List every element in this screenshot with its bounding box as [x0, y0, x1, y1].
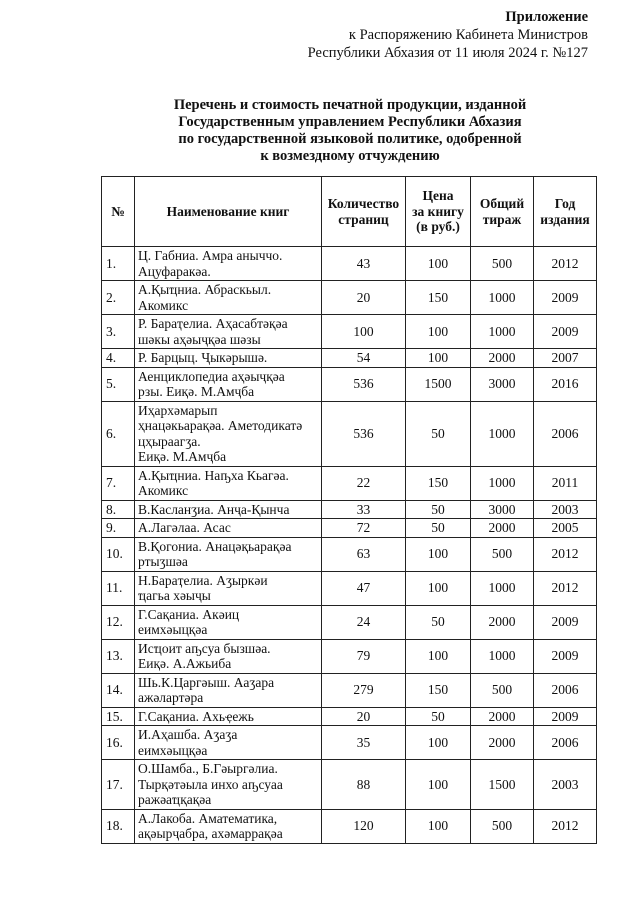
book-title-line: ҳнацәкьарақәа. Аметодикатә: [138, 418, 303, 433]
year-cell: 2007: [534, 349, 597, 368]
document-title-line-3: по государственной языковой политике, одобренной: [178, 131, 522, 147]
print-run-cell: 2000: [471, 519, 534, 538]
print-run-cell: 3000: [471, 500, 534, 519]
book-title-line: еимхәыцқәа: [138, 622, 208, 637]
price-cell: 100: [406, 639, 471, 673]
book-title-line: Р. Барцыц. Ҷыкәрышә.: [138, 350, 268, 365]
book-title-cell: [135, 537, 322, 571]
row-number-cell: 1.: [102, 247, 135, 281]
print-run-cell: 1000: [471, 466, 534, 500]
price-cell: 100: [406, 726, 471, 760]
print-run-cell: 1000: [471, 401, 534, 466]
price-cell: 100: [406, 571, 471, 605]
book-title-line: Тырқәтәыла инхо аҧсуаа: [138, 776, 283, 792]
year-cell: 2009: [534, 315, 597, 349]
pages-cell: 120: [322, 809, 406, 843]
table-row: [102, 571, 597, 605]
book-title-cell: [135, 707, 322, 726]
year-cell: 2012: [534, 571, 597, 605]
pages-cell: 20: [322, 281, 406, 315]
row-number-cell: 13.: [102, 639, 135, 673]
header-pages-line-2: страниц: [338, 211, 389, 227]
year-cell: 2006: [534, 673, 597, 707]
book-title-cell: [135, 726, 322, 760]
pages-cell: 22: [322, 466, 406, 500]
price-cell: 150: [406, 673, 471, 707]
pages-cell: 24: [322, 605, 406, 639]
year-cell: 2012: [534, 537, 597, 571]
book-title-line: Ацуфаракәа.: [138, 263, 211, 279]
book-title-cell: [135, 760, 322, 810]
book-title-line: ражәаҵқақәа: [138, 792, 212, 807]
table-header-row: [102, 177, 597, 247]
book-title-cell: [135, 349, 322, 368]
book-title-line: А.Лагәлаа. Асас: [138, 520, 231, 535]
table-row: [102, 760, 597, 810]
pages-cell: 43: [322, 247, 406, 281]
pages-cell: 72: [322, 519, 406, 538]
pages-cell: 88: [322, 760, 406, 810]
print-run-cell: 1000: [471, 571, 534, 605]
print-run-cell: 2000: [471, 349, 534, 368]
print-run-cell: 2000: [471, 726, 534, 760]
book-title-line: Р. Бараҭелиа. Аҳасабтәқәа: [138, 316, 288, 331]
book-title-line: ақәырҷабра, ахәмаррақәа: [138, 826, 283, 841]
book-title-line: Н.Бараҭелиа. Аӡыркәи: [138, 572, 268, 588]
row-number-cell: 9.: [102, 519, 135, 538]
price-cell: 50: [406, 519, 471, 538]
header-price-line-3: (в руб.): [416, 219, 460, 235]
book-title-line: Аенциклопедиа аҳәыҷқәа: [138, 368, 285, 384]
book-title-cell: [135, 605, 322, 639]
book-title-cell: [135, 673, 322, 707]
print-run-cell: 3000: [471, 367, 534, 401]
document-title-line-1: Перечень и стоимость печатной продукции, изданной: [173, 97, 527, 113]
year-cell: 2009: [534, 707, 597, 726]
year-cell: 2003: [534, 500, 597, 519]
price-cell: 150: [406, 466, 471, 500]
header-price-line-1: Цена: [422, 188, 454, 204]
pages-cell: 47: [322, 571, 406, 605]
pages-cell: 536: [322, 367, 406, 401]
table-row: [102, 809, 597, 843]
table-row: [102, 639, 597, 673]
book-title-line: А.Лакоба. Аматематика,: [138, 810, 278, 826]
row-number-cell: 3.: [102, 315, 135, 349]
price-cell: 100: [406, 537, 471, 571]
book-title-cell: [135, 367, 322, 401]
table-row: [102, 605, 597, 639]
year-cell: 2012: [534, 247, 597, 281]
pages-cell: 63: [322, 537, 406, 571]
book-title-cell: [135, 500, 322, 519]
book-title-line: Иҳархәмарып: [138, 402, 218, 418]
books-table: [101, 176, 597, 844]
year-cell: 2003: [534, 760, 597, 810]
book-title-line: Ц. Габниа. Амра аныччо.: [138, 248, 283, 263]
book-title-line: Акомикс: [138, 483, 189, 498]
book-title-cell: [135, 401, 322, 466]
header-num: №: [102, 177, 135, 247]
book-title-cell: [135, 571, 322, 605]
header-run-line-2: тираж: [482, 211, 522, 227]
print-run-cell: 500: [471, 247, 534, 281]
table-body: [102, 247, 597, 844]
header-pages: [322, 177, 406, 247]
book-title-line: Г.Сақаниа. Акәиц: [138, 606, 240, 622]
row-number-cell: 15.: [102, 707, 135, 726]
header-pages-line-1: Количество: [327, 196, 400, 211]
book-title-line: Исҵоит аҧсуа бызшәа.: [138, 640, 271, 656]
document-title-line-4: к возмездному отчуждению: [260, 148, 440, 164]
price-cell: 100: [406, 349, 471, 368]
price-cell: 100: [406, 315, 471, 349]
header-run: [471, 177, 534, 247]
pages-cell: 54: [322, 349, 406, 368]
table-row: [102, 466, 597, 500]
price-cell: 150: [406, 281, 471, 315]
price-cell: 1500: [406, 367, 471, 401]
book-title-line: шәкы аҳәыҷқәа шәзы: [138, 331, 261, 347]
book-title-line: А.Қыҵниа. Наҧха Кьагәа.: [138, 467, 289, 483]
print-run-cell: 2000: [471, 707, 534, 726]
price-cell: 100: [406, 247, 471, 281]
row-number-cell: 11.: [102, 571, 135, 605]
table-row: [102, 315, 597, 349]
table-row: [102, 500, 597, 519]
header-year: [534, 177, 597, 247]
print-run-cell: 1500: [471, 760, 534, 810]
book-title-cell: [135, 247, 322, 281]
row-number-cell: 10.: [102, 537, 135, 571]
year-cell: 2016: [534, 367, 597, 401]
row-number-cell: 12.: [102, 605, 135, 639]
header-name: Наименование книг: [135, 177, 322, 247]
row-number-cell: 5.: [102, 367, 135, 401]
document-title: [0, 97, 640, 165]
pages-cell: 79: [322, 639, 406, 673]
book-title-line: цҳыраагӡа.: [138, 433, 201, 449]
table-row: [102, 673, 597, 707]
pages-cell: 33: [322, 500, 406, 519]
book-title-cell: [135, 466, 322, 500]
price-cell: 100: [406, 760, 471, 810]
book-title-line: Акомикс: [138, 297, 189, 313]
year-cell: 2011: [534, 466, 597, 500]
print-run-cell: 2000: [471, 605, 534, 639]
row-number-cell: 6.: [102, 401, 135, 466]
pages-cell: 536: [322, 401, 406, 466]
year-cell: 2005: [534, 519, 597, 538]
row-number-cell: 17.: [102, 760, 135, 810]
header-price-line-2: за книгу: [412, 203, 464, 219]
header-year-line-2: издания: [540, 211, 590, 227]
header-year-line-1: Год: [554, 196, 576, 211]
book-title-line: Шь.К.Царгәыш. Ааӡара: [138, 674, 275, 690]
print-run-cell: 500: [471, 673, 534, 707]
year-cell: 2012: [534, 809, 597, 843]
table-row: [102, 247, 597, 281]
year-cell: 2009: [534, 639, 597, 673]
price-cell: 50: [406, 401, 471, 466]
pages-cell: 279: [322, 673, 406, 707]
row-number-cell: 18.: [102, 809, 135, 843]
book-title-line: В.Касланӡиа. Анҷа-Қынча: [138, 501, 290, 517]
book-title-line: Еиқә. А.Ажьиба: [138, 656, 232, 671]
print-run-cell: 500: [471, 537, 534, 571]
row-number-cell: 4.: [102, 349, 135, 368]
price-cell: 100: [406, 809, 471, 843]
book-title-cell: [135, 315, 322, 349]
row-number-cell: 16.: [102, 726, 135, 760]
print-run-cell: 1000: [471, 639, 534, 673]
year-cell: 2009: [534, 605, 597, 639]
table-row: [102, 726, 597, 760]
book-title-line: рзы. Еиқә. М.Амҷба: [138, 384, 255, 399]
book-title-cell: [135, 281, 322, 315]
pages-cell: 20: [322, 707, 406, 726]
table-row: [102, 367, 597, 401]
year-cell: 2006: [534, 726, 597, 760]
year-cell: 2009: [534, 281, 597, 315]
book-title-line: Еиқә. М.Амҷба: [138, 449, 227, 464]
book-title-line: В.Қогониа. Анацәқьарақәа: [138, 538, 292, 554]
row-number-cell: 2.: [102, 281, 135, 315]
book-title-line: ҵагьа хәыҷы: [138, 588, 211, 603]
print-run-cell: 500: [471, 809, 534, 843]
table-row: [102, 349, 597, 368]
appendix-block: [308, 8, 588, 62]
document-title-line-2: Государственным управлением Республики Абхазия: [178, 114, 522, 130]
book-title-line: Г.Сақаниа. Ахьҿежь: [138, 708, 254, 724]
pages-cell: 100: [322, 315, 406, 349]
table-row: [102, 281, 597, 315]
table-row: [102, 707, 597, 726]
appendix-title: Приложение: [505, 9, 588, 25]
book-title-line: О.Шамба., Б.Гәыргәлиа.: [138, 761, 278, 776]
table-row: [102, 537, 597, 571]
book-title-line: И.Аҳашба. Аӡаӡа: [138, 727, 238, 742]
table-row: [102, 519, 597, 538]
header-run-line-1: Общий: [479, 196, 525, 211]
price-cell: 50: [406, 605, 471, 639]
pages-cell: 35: [322, 726, 406, 760]
book-title-cell: [135, 519, 322, 538]
book-title-line: еимхәыцқәа: [138, 742, 208, 758]
book-title-line: А.Қыҵниа. Абраскьыл.: [138, 282, 272, 297]
print-run-cell: 1000: [471, 281, 534, 315]
price-cell: 50: [406, 707, 471, 726]
row-number-cell: 7.: [102, 466, 135, 500]
book-title-line: ртыӡшәа: [138, 554, 188, 569]
table-row: [102, 401, 597, 466]
header-price: [406, 177, 471, 247]
book-title-cell: [135, 809, 322, 843]
book-title-line: ажәлартәра: [138, 690, 204, 705]
appendix-line-2: Республики Абхазия от 11 июля 2024 г. №127: [307, 45, 588, 61]
row-number-cell: 8.: [102, 500, 135, 519]
row-number-cell: 14.: [102, 673, 135, 707]
book-title-cell: [135, 639, 322, 673]
price-cell: 50: [406, 500, 471, 519]
appendix-line-1: к Распоряжению Кабинета Министров: [348, 27, 588, 43]
year-cell: 2006: [534, 401, 597, 466]
print-run-cell: 1000: [471, 315, 534, 349]
